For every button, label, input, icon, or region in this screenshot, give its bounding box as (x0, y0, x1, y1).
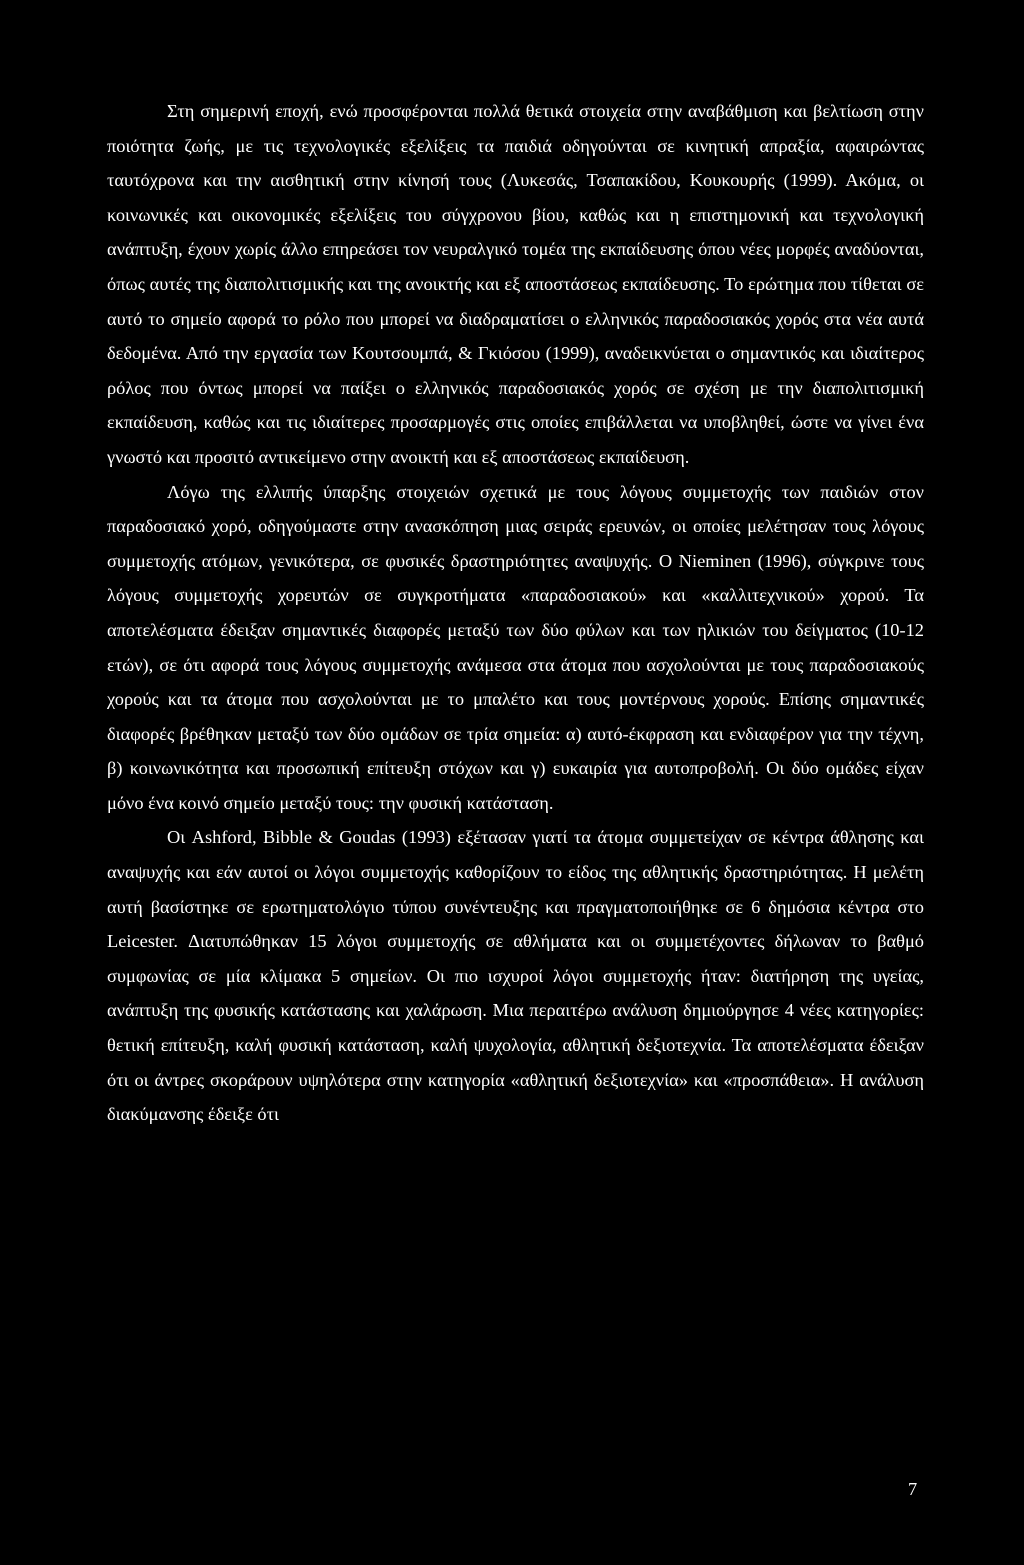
paragraph-1: Στη σημερινή εποχή, ενώ προσφέρονται πολλά θετικά στοιχεία στην αναβάθμιση και βελτίωση στην ποιότητα ζωής, με τις τεχνολογικές εξελίξεις τα παιδιά οδηγούνται σε κινητική απραξία, αφαιρώντας ταυτόχρονα και την αισθητική στην κίνησή τους (Λυκεσάς, Τσαπακίδου, Κουκουρής (1999). Ακόμα, οι κοινωνικές και οικονομικές εξελίξεις του σύγχρονου βίου, καθώς και η επιστημονική και τεχνολογική ανάπτυξη, έχουν χωρίς άλλο επηρεάσει τον νευραλγικό τομέα της εκπαίδευσης όπου νέες μορφές αναδύονται, όπως αυτές της διαπολιτισμικής και της ανοικτής και εξ αποστάσεως εκπαίδευσης. Το ερώτημα που τίθεται σε αυτό το σημείο αφορά το ρόλο που μπορεί να διαδραματίσει ο ελληνικός παραδοσιακός χορός στα νέα αυτά δεδομένα. Από την εργασία των Κουτσουμπά, & Γκιόσου (1999), αναδεικνύεται ο σημαντικός και ιδιαίτερος ρόλος που όντως μπορεί να παίξει ο ελληνικός παραδοσιακός χορός σε σχέση με την διαπολιτισμική εκπαίδευση, καθώς και τις ιδιαίτερες προσαρμογές στις οποίες επιβάλλεται να υποβληθεί, ώστε να γίνει ένα γνωστό και προσιτό αντικείμενο στην ανοικτή και εξ αποστάσεως εκπαίδευση. (107, 101, 924, 467)
paragraph-3: Οι Ashford, Bibble & Goudas (1993) εξέτασαν γιατί τα άτομα συμμετείχαν σε κέντρα άθλησης και αναψυχής και εάν αυτοί οι λόγοι συμμετοχής καθορίζουν το είδος της αθλητικής δραστηριότητας. Η μελέτη αυτή βασίστηκε σε ερωτηματολόγιο τύπου συνέντευξης και πραγματοποιήθηκε σε 6 δημόσια κέντρα στο Leicester. Διατυπώθηκαν 15 λόγοι συμμετοχής σε αθλήματα και οι συμμετέχοντες δήλωναν το βαθμό συμφωνίας σε μία κλίμακα 5 σημείων. Οι πιο ισχυροί λόγοι συμμετοχής ήταν: διατήρηση της υγείας, ανάπτυξη της φυσικής κατάστασης και χαλάρωση. Μια περαιτέρω ανάλυση δημιούργησε 4 νέες κατηγορίες: θετική επίτευξη, καλή φυσική κατάσταση, καλή ψυχολογία, αθλητική δεξιοτεχνία. Τα αποτελέσματα έδειξαν ότι οι άντρες σκοράρουν υψηλότερα στην κατηγορία «αθλητική δεξιοτεχνία» και «προσπάθεια». Η ανάλυση διακύμανσης έδειξε ότι (107, 827, 924, 1125)
page-number: 7 (908, 1479, 918, 1499)
document-body (107, 94, 924, 1132)
paragraph-2: Λόγω της ελλιπής ύπαρξης στοιχειών σχετικά με τους λόγους συμμετοχής των παιδιών στον παραδοσιακό χορό, οδηγούμαστε στην ανασκόπηση μιας σειράς ερευνών, οι οποίες μελέτησαν τους λόγους συμμετοχής ατόμων, γενικότερα, σε φυσικές δραστηριότητες αναψυχής. Ο Nieminen (1996), σύγκρινε τους λόγους συμμετοχής χορευτών σε συγκροτήματα «παραδοσιακού» και «καλλιτεχνικού» χορού. Τα αποτελέσματα έδειξαν σημαντικές διαφορές μεταξύ των δύο φύλων και των ηλικιών του δείγματος (10-12 ετών), σε ότι αφορά τους λόγους συμμετοχής ανάμεσα στα άτομα που ασχολούνται με τους παραδοσιακούς χορούς και τα άτομα που ασχολούνται με το μπαλέτο και τους μοντέρνους χορούς. Επίσης σημαντικές διαφορές βρέθηκαν μεταξύ των δύο ομάδων σε τρία σημεία: α) αυτό-έκφραση και ενδιαφέρον για την τέχνη, β) κοινωνικότητα και προσωπική επίτευξη στόχων και γ) ευκαιρία για αυτοπροβολή. Οι δύο ομάδες είχαν μόνο ένα κοινό σημείο μεταξύ τους: την φυσική κατάσταση. (107, 481, 924, 813)
